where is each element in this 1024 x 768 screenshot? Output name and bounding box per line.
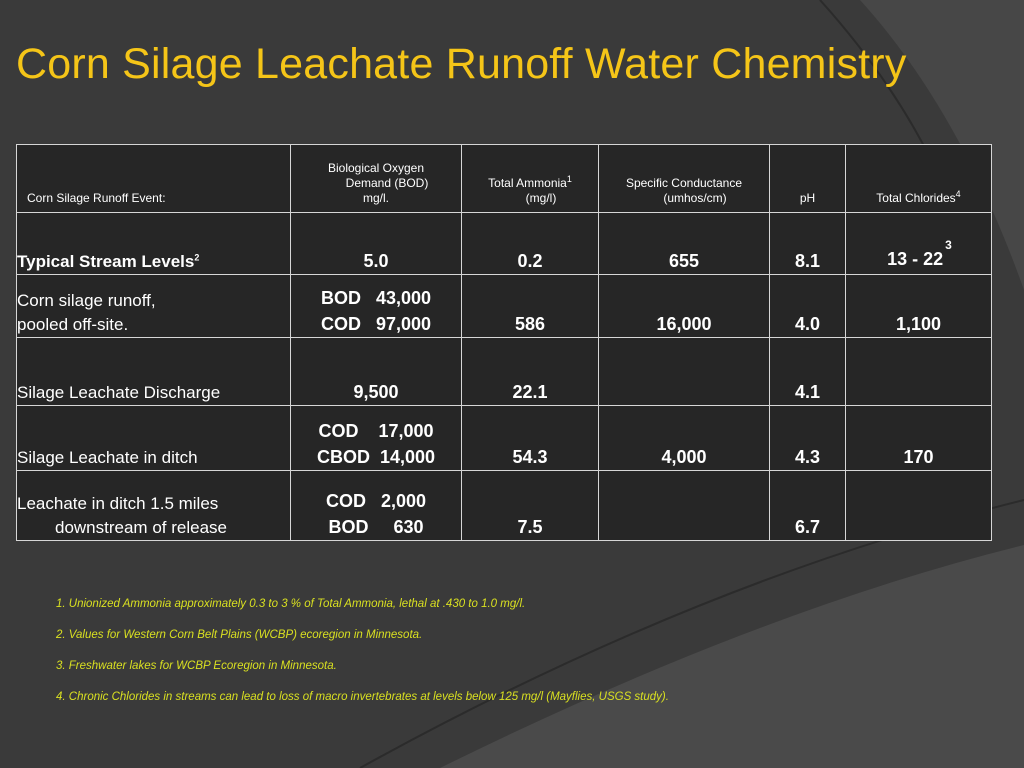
ph-cell: 8.1 — [770, 213, 846, 275]
header-ammonia: Total Ammonia$^1$ (mg/l) — [462, 145, 599, 213]
chlorides-cell: $13 - 22^3$ — [846, 213, 992, 275]
event-cell: Leachate in ditch 1.5 miles downstream of release — [17, 471, 291, 541]
chlorides-cell — [846, 471, 992, 541]
event-cell: Silage Leachate in ditch — [17, 406, 291, 471]
header-chlorides: Total Chlorides$^4$ — [846, 145, 992, 213]
footnote: 1. Unionized Ammonia approximately 0.3 to 3 % of Total Ammonia, lethal at .430 to 1.0 mg/l. — [56, 598, 526, 610]
bod-cell: 5.0 — [291, 213, 462, 275]
table-row-typical — [17, 213, 992, 275]
ammonia-cell: 7.5 — [462, 471, 599, 541]
table-row — [17, 406, 992, 471]
event-cell: Typical Stream Levels$^2$ — [17, 213, 291, 275]
conductance-cell — [599, 471, 770, 541]
footnote: 2. Values for Western Corn Belt Plains (WCBP) ecoregion in Minnesota. — [56, 629, 423, 641]
conductance-cell — [599, 338, 770, 406]
table-row — [17, 275, 992, 338]
table-row — [17, 471, 992, 541]
header-event: Corn Silage Runoff Event: — [17, 145, 291, 213]
chlorides-cell: 170 — [846, 406, 992, 471]
ph-cell: 6.7 — [770, 471, 846, 541]
ph-cell: 4.1 — [770, 338, 846, 406]
header-conductance: Specific Conductance (umhos/cm) — [599, 145, 770, 213]
bod-cell: 9,500 — [291, 338, 462, 406]
bod-cell: COD 2,000 BOD 630 — [291, 471, 462, 541]
footnote: 3. Freshwater lakes for WCBP Ecoregion in Minnesota. — [56, 660, 337, 672]
chlorides-cell: 1,100 — [846, 275, 992, 338]
footnotes — [56, 596, 956, 720]
ammonia-cell: 586 — [462, 275, 599, 338]
table-row — [17, 338, 992, 406]
header-ph: pH — [770, 145, 846, 213]
ammonia-cell: 22.1 — [462, 338, 599, 406]
slide-title: Corn Silage Leachate Runoff Water Chemistry — [16, 40, 907, 88]
ammonia-cell: 54.3 — [462, 406, 599, 471]
bod-cell: COD 17,000 CBOD 14,000 — [291, 406, 462, 471]
header-bod: Biological Oxygen Demand (BOD) mg/l. — [291, 145, 462, 213]
ammonia-cell: 0.2 — [462, 213, 599, 275]
ph-cell: 4.0 — [770, 275, 846, 338]
table-header-row — [17, 145, 992, 213]
conductance-cell: 16,000 — [599, 275, 770, 338]
event-cell: Corn silage runoff, pooled off-site. — [17, 275, 291, 338]
bod-cell: BOD 43,000 COD 97,000 — [291, 275, 462, 338]
chlorides-cell — [846, 338, 992, 406]
footnote: 4. Chronic Chlorides in streams can lead to loss of macro invertebrates at levels below 125 mg/l (Mayflies, USGS study). — [56, 691, 669, 703]
conductance-cell: 655 — [599, 213, 770, 275]
event-cell: Silage Leachate Discharge — [17, 338, 291, 406]
conductance-cell: 4,000 — [599, 406, 770, 471]
water-chemistry-table — [16, 144, 992, 541]
ph-cell: 4.3 — [770, 406, 846, 471]
